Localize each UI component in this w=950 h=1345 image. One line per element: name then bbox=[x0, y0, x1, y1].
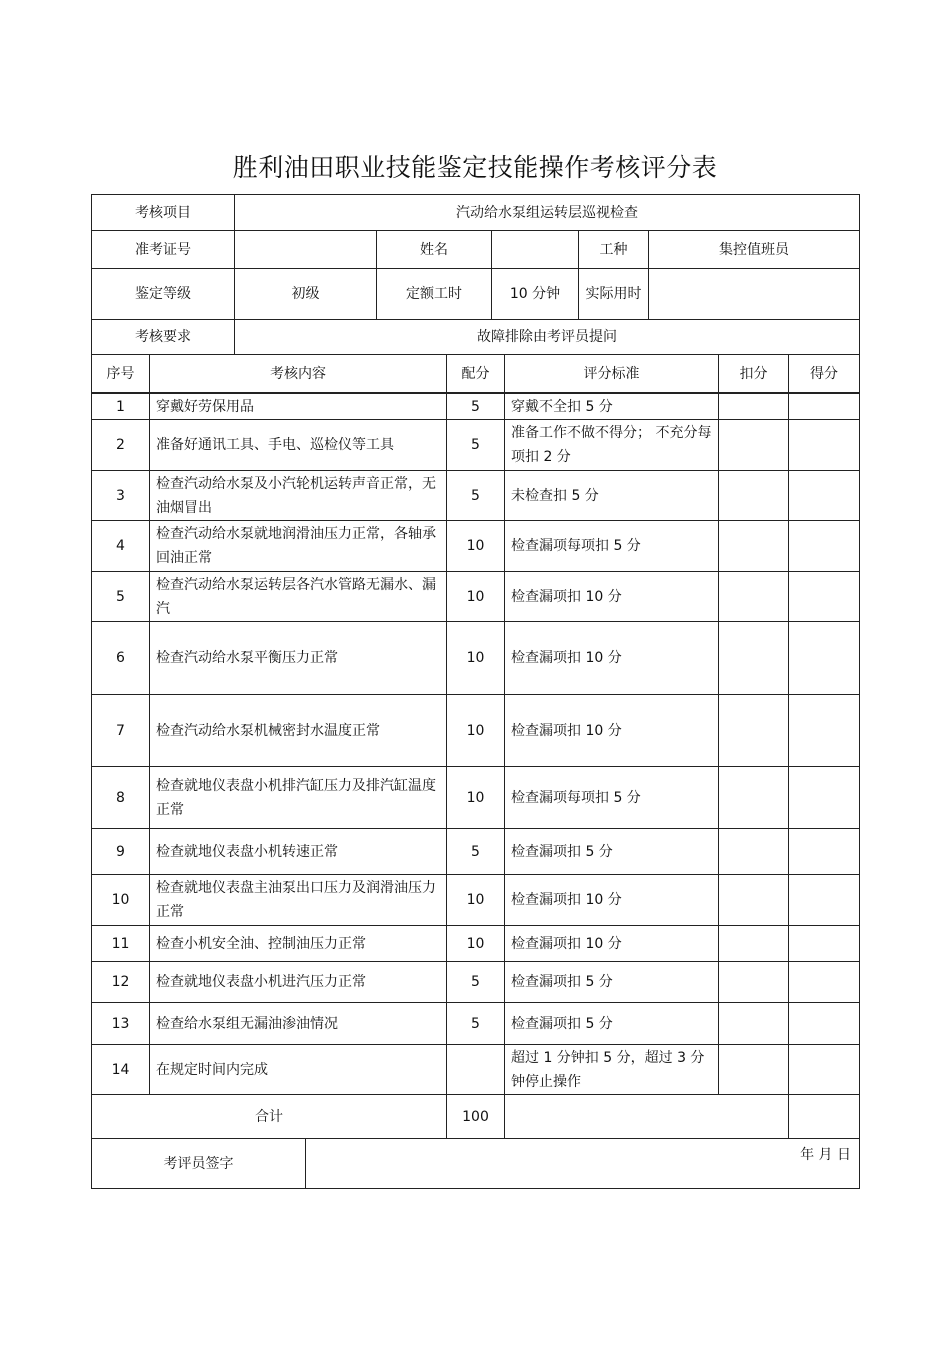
row-points: 10 bbox=[446, 520, 505, 572]
row-criteria: 检查漏项扣 10 分 bbox=[504, 571, 719, 622]
row-score[interactable] bbox=[788, 419, 860, 471]
score-sheet bbox=[91, 194, 860, 1189]
row-score[interactable] bbox=[788, 828, 860, 875]
row-content: 在规定时间内完成 bbox=[149, 1044, 447, 1095]
row-score[interactable] bbox=[788, 874, 860, 926]
req-label: 考核要求 bbox=[91, 319, 235, 355]
project-value[interactable]: 汽动给水泵组运转层巡视检查 bbox=[234, 194, 860, 231]
row-score[interactable] bbox=[788, 520, 860, 572]
row-criteria: 检查漏项扣 5 分 bbox=[504, 961, 719, 1003]
row-seq: 5 bbox=[91, 571, 150, 622]
row-score[interactable] bbox=[788, 694, 860, 767]
signature-field[interactable] bbox=[305, 1138, 860, 1189]
page-title: 胜利油田职业技能鉴定技能操作考核评分表 bbox=[232, 153, 718, 182]
row-seq: 6 bbox=[91, 621, 150, 695]
row-points: 10 bbox=[446, 766, 505, 829]
row-content: 检查就地仪表盘小机排汽缸压力及排汽缸温度正常 bbox=[149, 766, 447, 829]
row-seq: 1 bbox=[91, 393, 150, 420]
row-points: 10 bbox=[446, 621, 505, 695]
row-score[interactable] bbox=[788, 766, 860, 829]
total-points: 100 bbox=[446, 1094, 505, 1139]
req-value[interactable]: 故障排除由考评员提问 bbox=[234, 319, 860, 355]
row-seq: 8 bbox=[91, 766, 150, 829]
row-content: 检查汽动给水泵及小汽轮机运转声音正常，无油烟冒出 bbox=[149, 470, 447, 521]
col-header-score: 得分 bbox=[788, 354, 860, 393]
row-points: 10 bbox=[446, 874, 505, 926]
row-content: 检查小机安全油、控制油压力正常 bbox=[149, 925, 447, 962]
col-header-points: 配分 bbox=[446, 354, 505, 393]
row-seq: 14 bbox=[91, 1044, 150, 1095]
row-points: 10 bbox=[446, 925, 505, 962]
row-deduct[interactable] bbox=[718, 961, 789, 1003]
quota-label: 定额工时 bbox=[376, 268, 492, 320]
actual-label: 实际用时 bbox=[578, 268, 649, 320]
row-criteria: 检查漏项扣 5 分 bbox=[504, 828, 719, 875]
row-deduct[interactable] bbox=[718, 621, 789, 695]
row-points: 5 bbox=[446, 470, 505, 521]
row-points: 5 bbox=[446, 1002, 505, 1045]
row-criteria: 检查漏项扣 10 分 bbox=[504, 874, 719, 926]
row-score[interactable] bbox=[788, 393, 860, 420]
row-deduct[interactable] bbox=[718, 419, 789, 471]
row-deduct[interactable] bbox=[718, 571, 789, 622]
row-content: 准备好通讯工具、手电、巡检仪等工具 bbox=[149, 419, 447, 471]
row-deduct[interactable] bbox=[718, 694, 789, 767]
row-deduct[interactable] bbox=[718, 393, 789, 420]
row-score[interactable] bbox=[788, 621, 860, 695]
row-content: 检查汽动给水泵运转层各汽水管路无漏水、漏汽 bbox=[149, 571, 447, 622]
row-points: 5 bbox=[446, 419, 505, 471]
row-criteria: 检查漏项扣 5 分 bbox=[504, 1002, 719, 1045]
name-label: 姓名 bbox=[376, 230, 492, 269]
job-value[interactable]: 集控值班员 bbox=[648, 230, 860, 269]
row-points bbox=[446, 1044, 505, 1095]
row-criteria: 检查漏项扣 10 分 bbox=[504, 694, 719, 767]
row-content: 检查汽动给水泵就地润滑油压力正常，各轴承回油正常 bbox=[149, 520, 447, 572]
job-label: 工种 bbox=[578, 230, 649, 269]
row-content: 检查就地仪表盘主油泵出口压力及润滑油压力正常 bbox=[149, 874, 447, 926]
actual-value[interactable] bbox=[648, 268, 860, 320]
row-deduct[interactable] bbox=[718, 925, 789, 962]
row-deduct[interactable] bbox=[718, 1044, 789, 1095]
level-value[interactable]: 初级 bbox=[234, 268, 377, 320]
row-seq: 7 bbox=[91, 694, 150, 767]
row-points: 5 bbox=[446, 393, 505, 420]
signature-label: 考评员签字 bbox=[91, 1138, 306, 1189]
row-seq: 10 bbox=[91, 874, 150, 926]
row-score[interactable] bbox=[788, 571, 860, 622]
row-criteria: 检查漏项每项扣 5 分 bbox=[504, 520, 719, 572]
quota-value[interactable]: 10 分钟 bbox=[491, 268, 579, 320]
row-points: 5 bbox=[446, 961, 505, 1003]
name-value[interactable] bbox=[491, 230, 579, 269]
row-criteria: 检查漏项扣 10 分 bbox=[504, 621, 719, 695]
signature-date: 年 月 日 bbox=[800, 1147, 851, 1163]
row-seq: 13 bbox=[91, 1002, 150, 1045]
row-content: 检查就地仪表盘小机进汽压力正常 bbox=[149, 961, 447, 1003]
row-points: 5 bbox=[446, 828, 505, 875]
project-label: 考核项目 bbox=[91, 194, 235, 231]
row-seq: 9 bbox=[91, 828, 150, 875]
row-criteria: 准备工作不做不得分； 不充分每项扣 2 分 bbox=[504, 419, 719, 471]
total-score-cell[interactable] bbox=[788, 1094, 860, 1139]
row-points: 10 bbox=[446, 571, 505, 622]
row-content: 检查给水泵组无漏油渗油情况 bbox=[149, 1002, 447, 1045]
row-deduct[interactable] bbox=[718, 520, 789, 572]
exam-id-label: 准考证号 bbox=[91, 230, 235, 269]
col-header-seq: 序号 bbox=[91, 354, 150, 393]
col-header-criteria: 评分标准 bbox=[504, 354, 719, 393]
row-deduct[interactable] bbox=[718, 766, 789, 829]
row-seq: 12 bbox=[91, 961, 150, 1003]
row-criteria: 检查漏项扣 10 分 bbox=[504, 925, 719, 962]
row-criteria: 超过 1 分钟扣 5 分，超过 3 分钟停止操作 bbox=[504, 1044, 719, 1095]
col-header-deduct: 扣分 bbox=[718, 354, 789, 393]
row-score[interactable] bbox=[788, 1044, 860, 1095]
row-deduct[interactable] bbox=[718, 1002, 789, 1045]
row-deduct[interactable] bbox=[718, 874, 789, 926]
row-seq: 2 bbox=[91, 419, 150, 471]
row-seq: 11 bbox=[91, 925, 150, 962]
exam-id-value[interactable] bbox=[234, 230, 377, 269]
row-score[interactable] bbox=[788, 961, 860, 1003]
col-header-content: 考核内容 bbox=[149, 354, 447, 393]
total-criteria-cell bbox=[504, 1094, 789, 1139]
row-criteria: 未检查扣 5 分 bbox=[504, 470, 719, 521]
row-deduct[interactable] bbox=[718, 470, 789, 521]
row-content: 穿戴好劳保用品 bbox=[149, 393, 447, 420]
row-content: 检查汽动给水泵机械密封水温度正常 bbox=[149, 694, 447, 767]
row-criteria: 检查漏项每项扣 5 分 bbox=[504, 766, 719, 829]
row-points: 10 bbox=[446, 694, 505, 767]
row-score[interactable] bbox=[788, 470, 860, 521]
row-seq: 3 bbox=[91, 470, 150, 521]
level-label: 鉴定等级 bbox=[91, 268, 235, 320]
row-content: 检查就地仪表盘小机转速正常 bbox=[149, 828, 447, 875]
row-criteria: 穿戴不全扣 5 分 bbox=[504, 393, 719, 420]
row-score[interactable] bbox=[788, 925, 860, 962]
row-deduct[interactable] bbox=[718, 828, 789, 875]
row-seq: 4 bbox=[91, 520, 150, 572]
total-label: 合计 bbox=[91, 1094, 447, 1139]
row-score[interactable] bbox=[788, 1002, 860, 1045]
row-content: 检查汽动给水泵平衡压力正常 bbox=[149, 621, 447, 695]
